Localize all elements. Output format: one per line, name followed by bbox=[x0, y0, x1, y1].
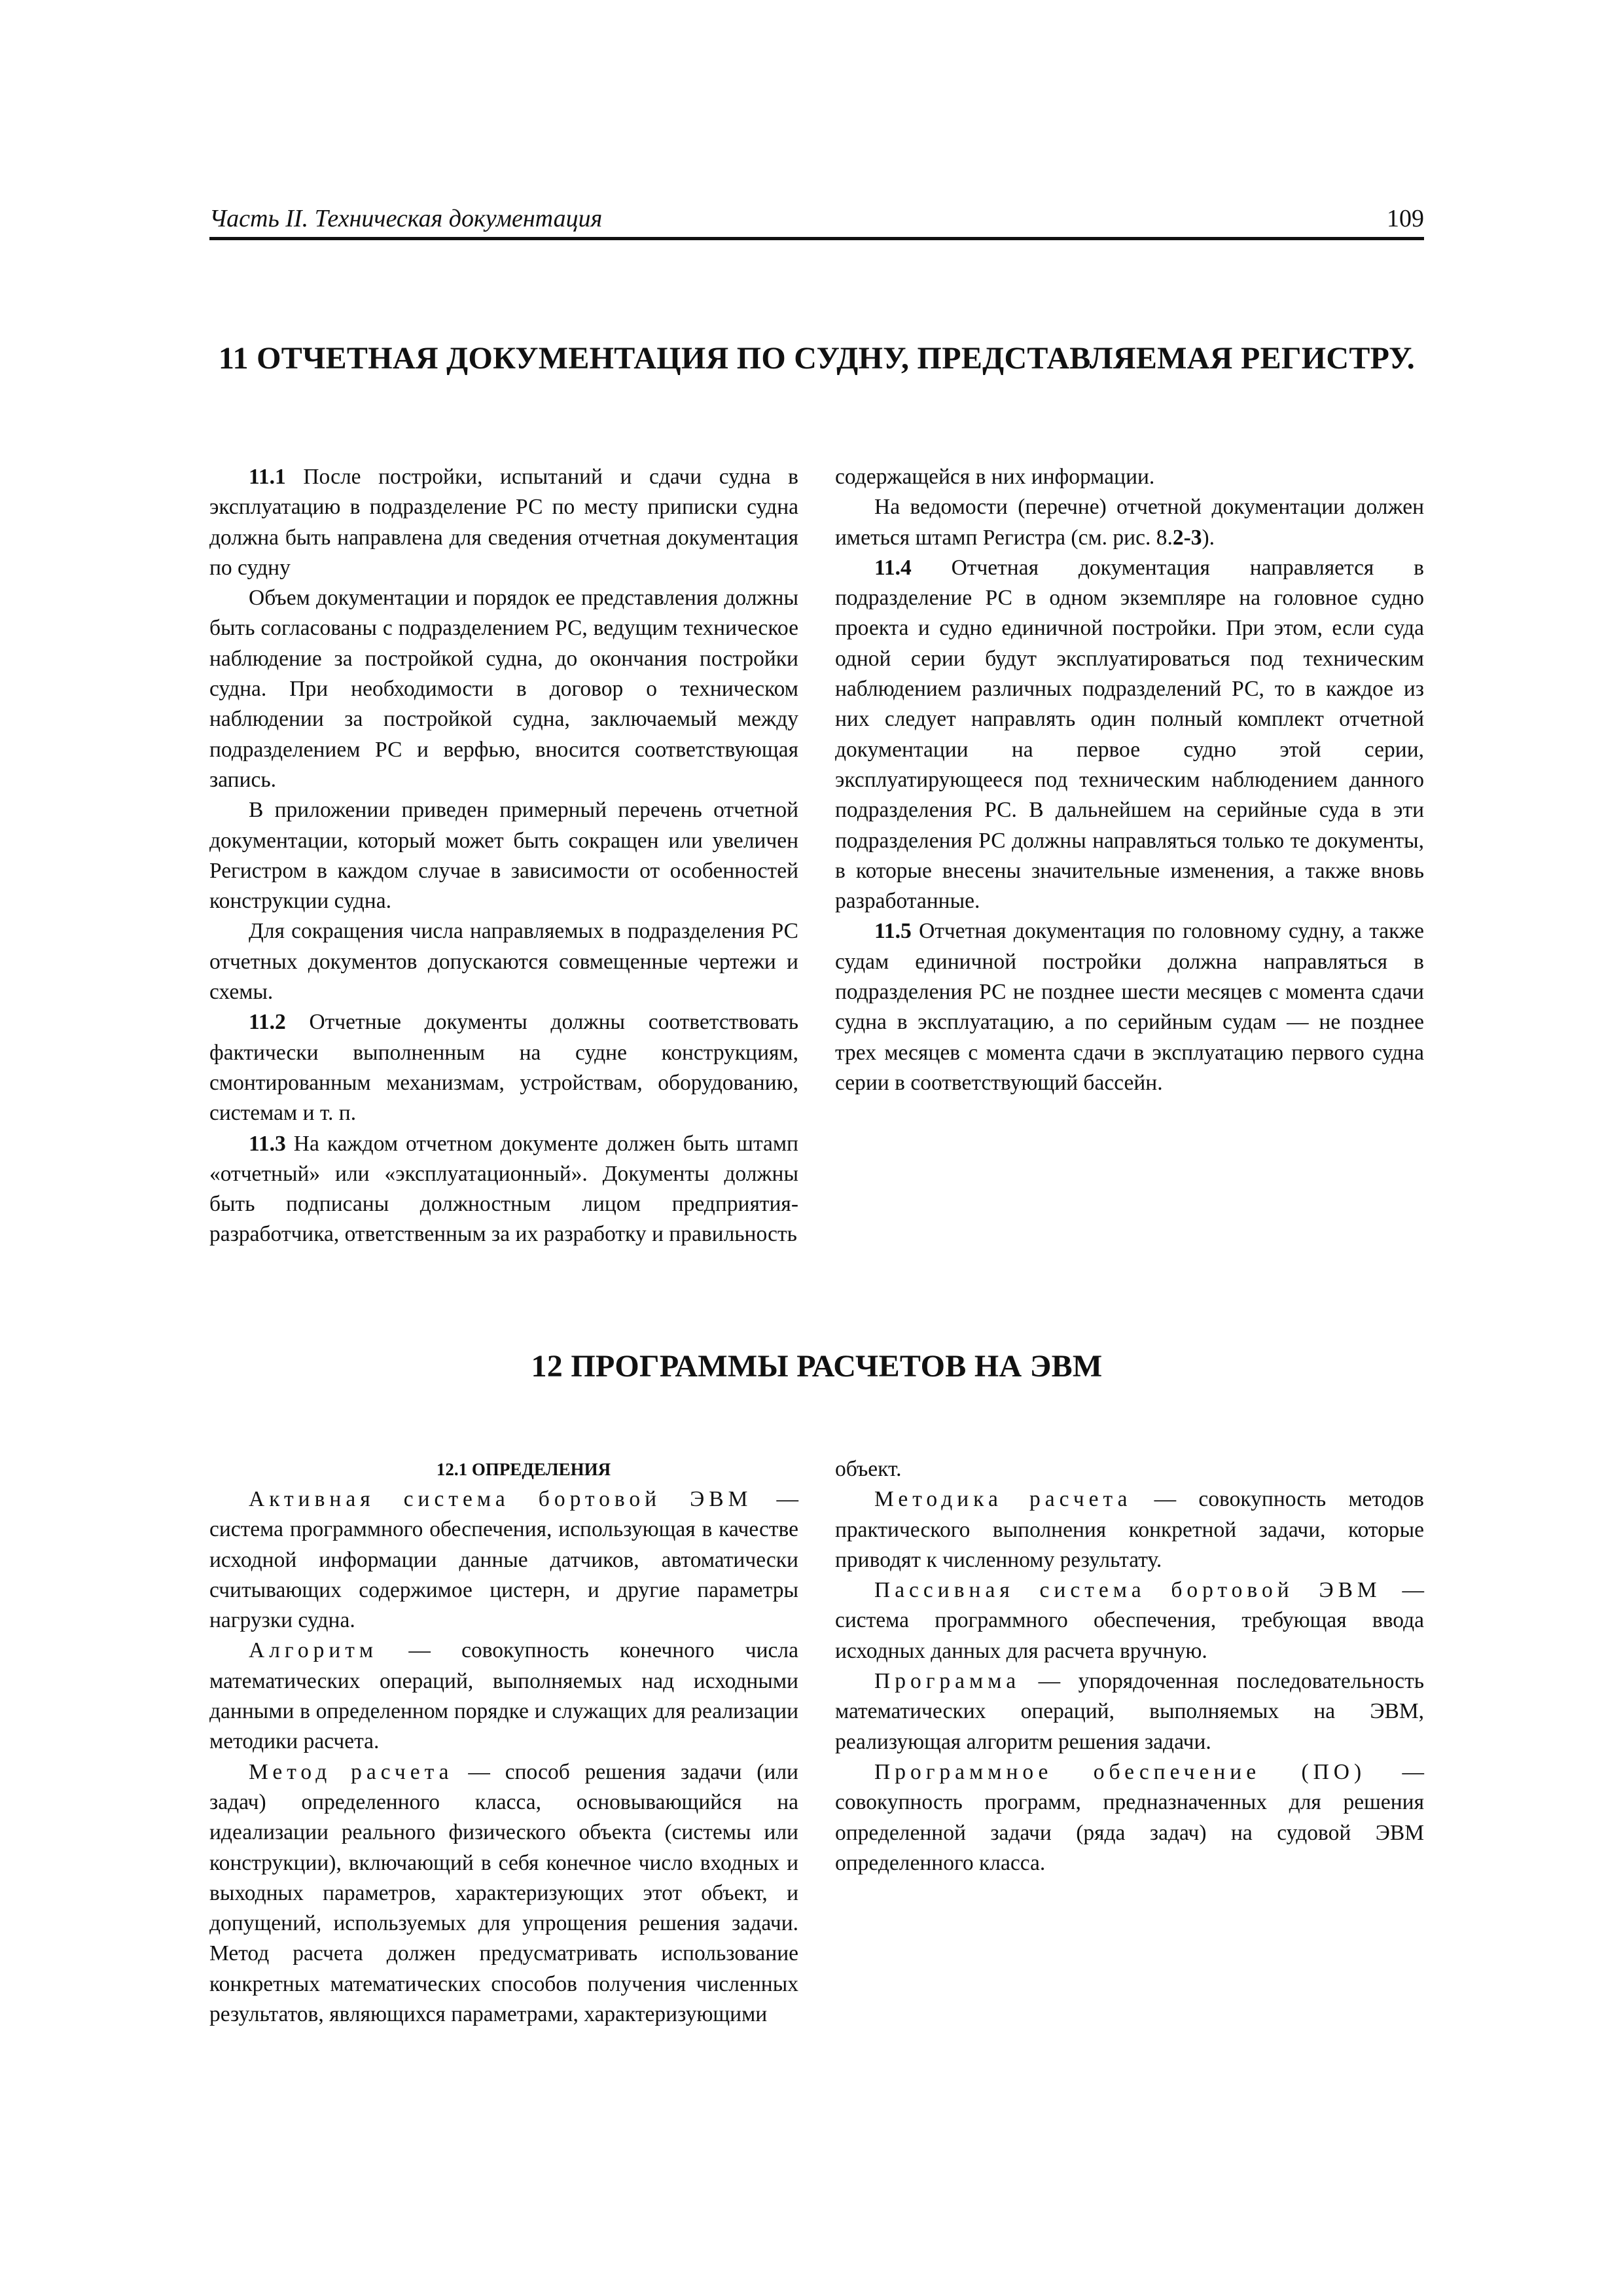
section-11-right-column bbox=[835, 462, 1424, 1098]
paragraph-continuation: объект. bbox=[835, 1457, 902, 1481]
definition: Пассивная система бортовой ЭВМ — система программного обеспечения, требующая ввода исходных данных для расчета вручную. bbox=[835, 1578, 1425, 1663]
paragraph-11-3: 11.3 На каждом отчетном документе должен быть штамп «отчетный» или «эксплуатационный». Документы должны быть подписаны должностным лицом предприятия-разработчика, ответственным за их разработку и правильность bbox=[209, 1131, 798, 1247]
section-11-left-column bbox=[209, 462, 798, 1250]
paragraph: На ведомости (перечне) отчетной документации должен иметься штамп Регистра (см. рис. 8.2-3). bbox=[835, 495, 1424, 550]
term: Методика расчета bbox=[874, 1487, 1132, 1512]
paragraph: Объем документации и порядок ее представления должны быть согласованы с подразделением РС, ведущим техническое наблюдение за постройкой судна, до окончания постройки судна. При необходимости в договор о техническом наблюдении за постройкой судна, заключаемый между подразделением РС и верфью, вносится соответствующая запись. bbox=[209, 586, 798, 792]
paragraph-11-1: 11.1 После постройки, испытаний и сдачи судна в эксплуатацию в подразделение РС по месту приписки судна должна быть направлена для сведения отчетная документация по судну bbox=[209, 465, 798, 580]
paragraph-11-2: 11.2 Отчетные документы должны соответствовать фактически выполненным на судне конструкциям, смонтированным механизмам, устройствам, оборудованию, системам и т. п. bbox=[209, 1010, 798, 1126]
paragraph-continuation: содержащейся в них информации. bbox=[835, 465, 1155, 489]
term: Пассивная система бортовой ЭВМ bbox=[874, 1578, 1382, 1603]
section-12-title: 12 ПРОГРАММЫ РАСЧЕТОВ НА ЭВМ bbox=[531, 1349, 1103, 1384]
clause-number: 11.2 bbox=[249, 1010, 286, 1035]
paragraph-11-4: 11.4 Отчетная документация направляется в подразделение РС в одном экземпляре на головное судно проекта и судно единичной постройки. При этом, если суда одной серии будут эксплуатироваться под техническим наблюдением различных подразделений РС, то в каждое из них следует направлять один полный комплект отчетной документации на первое судно этой серии, эксплуатирующееся под техническим наблюдением данного подразделения РС. В дальнейшем на серийные суда в эти подразделения РС должны направляться только те документы, в которые внесены значительные изменения, а также вновь разработанные. bbox=[835, 555, 1424, 914]
term: Программа bbox=[874, 1669, 1021, 1694]
clause-number: 11.5 bbox=[874, 919, 912, 944]
definition: Активная система бортовой ЭВМ — система программного обеспечения, использующая в качестве исходной информации данные датчиков, автоматически считывающих содержимое цистерн, и другие параметры нагрузки судна. bbox=[209, 1487, 798, 1633]
page-number: 109 bbox=[1387, 205, 1424, 232]
definition: Программное обеспечение (ПО) — совокупность программ, предназначенных для решения определенной задачи (ряда задач) на судовой ЭВМ определенного класса. bbox=[835, 1759, 1424, 1875]
definition: Методика расчета — совокупность методов практического выполнения конкретной задачи, которые приводят к численному результату. bbox=[835, 1487, 1424, 1572]
definition: Алгоритм — совокупность конечного числа математических операций, выполняемых над исходными данными в определенном порядке и служащих для реализации методики расчета. bbox=[209, 1638, 798, 1754]
running-title: Часть II. Техническая документация bbox=[209, 205, 603, 232]
clause-number: 11.4 bbox=[874, 555, 912, 580]
paragraph-11-5: 11.5 Отчетная документация по головному судну, а также судам единичной постройки должна направляться в подразделения РС не позднее шести месяцев с момента сдачи судна в эксплуатацию, а по серийным судам — не позднее трех месяцев с момента сдачи в эксплуатацию первого судна серии в соответствующий бассейн. bbox=[835, 919, 1424, 1095]
term: Программное обеспечение (ПО) bbox=[874, 1759, 1366, 1784]
subsection-title: 12.1 ОПРЕДЕЛЕНИЯ bbox=[436, 1460, 611, 1479]
paragraph: В приложении приведен примерный перечень отчетной документации, который может быть сокращен или увеличен Регистром в каждом случае в зависимости от особенностей конструкции судна. bbox=[209, 798, 798, 914]
clause-number: 11.3 bbox=[249, 1131, 286, 1156]
clause-number: 11.1 bbox=[249, 465, 286, 489]
definition: Программа — упорядоченная последовательность математических операций, выполняемых на ЭВМ, реализующая алгоритм решения задачи. bbox=[835, 1669, 1424, 1754]
term: Алгоритм bbox=[249, 1638, 378, 1663]
section-12-right-column bbox=[835, 1454, 1424, 1878]
section-11-title: 11 ОТЧЕТНАЯ ДОКУМЕНТАЦИЯ ПО СУДНУ, ПРЕДСТАВЛЯЕМАЯ РЕГИСТРУ. bbox=[218, 341, 1416, 376]
definition: Метод расчета — способ решения задачи (или задач) определенного класса, основывающийся на идеализации реального физического объекта (системы или конструкции), включающий в себя конечное число входных и выходных параметров, характеризующих этот объект, и допущений, используемых для упрощения решения задачи. Метод расчета должен предусматривать использование конкретных математических способов получения численных результатов, являющихся параметрами, характеризующими bbox=[209, 1759, 798, 2027]
page-header bbox=[209, 196, 1424, 240]
paragraph: Для сокращения числа направляемых в подразделения РС отчетных документов допускаются совмещенные чертежи и схемы. bbox=[209, 919, 798, 1005]
section-12-left-column bbox=[209, 1454, 798, 2030]
term: Метод расчета bbox=[249, 1759, 454, 1784]
term: Активная система бортовой ЭВМ bbox=[249, 1487, 753, 1511]
